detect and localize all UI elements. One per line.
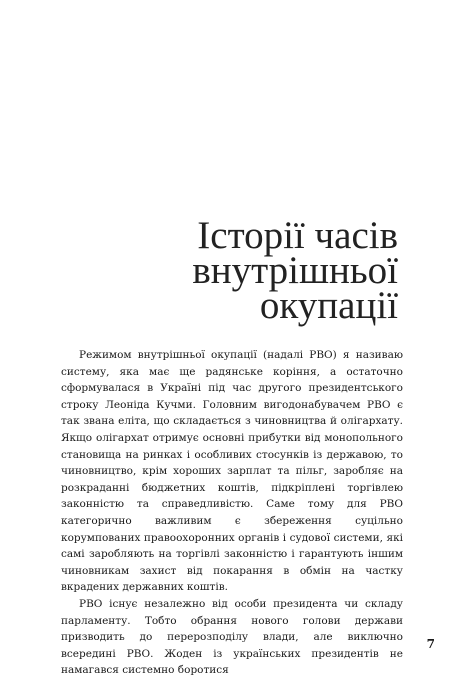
chapter-title-line-2: внутрішньої xyxy=(192,249,398,292)
chapter-title-line-1: Історії часів xyxy=(197,214,398,257)
chapter-title-line-3: окупації xyxy=(259,284,398,327)
paragraph-1: Режимом внутрішньої окупації (надалі РВО) я називаю систему, яка має ще радянське коріння, а остаточно сформувалася в Україні під час другого президентського строку Леоніда Кучми. Головним вигодонабувачем РВО є так звана еліта, що складається з чиновництва й олігархату. Якщо олігархат отримує основні прибутки від монопольного становища на ринках і особливих стосунків із державою, то чиновництво, крім хороших зарплат та пільг, заробляє на розкраданні бюджетних коштів, підкріплені торгівлею законністю та справедливістю. Саме тому для РВО категорично важливим є збереження суцільно корумпованих правоохоронних органів і судової системи, які самі заробляють на торгівлі законністю і гарантують іншим чиновникам захист від покарання в обмін на частку вкрадених державних коштів. xyxy=(61,349,403,594)
chapter-title xyxy=(98,214,398,327)
body-text xyxy=(61,347,403,679)
paragraph-2: РВО існує незалежно від особи президента чи складу парламенту. Тобто обрання нового голови держави призводить до перерозподілу влади, але виключно всередині РВО. Жоден із українських президентів не намагався системно боротися xyxy=(61,597,403,677)
page-number: 7 xyxy=(426,637,435,651)
